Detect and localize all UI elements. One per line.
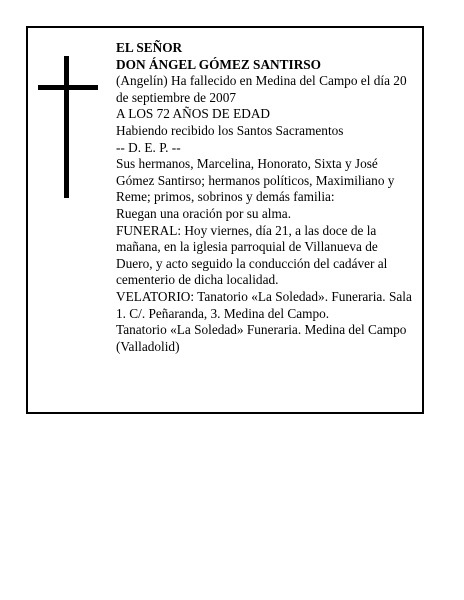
cross-vertical-bar	[64, 56, 69, 198]
tanatorio-paragraph: Tanatorio «La Soledad» Funeraria. Medina del Campo (Valladolid)	[116, 322, 407, 354]
dep-line: -- D. E. P. --	[116, 139, 181, 155]
header-title: EL SEÑOR	[116, 40, 183, 55]
obituary-notice	[26, 26, 424, 414]
funeral-paragraph: FUNERAL: Hoy viernes, día 21, a las doce de la mañana, en la iglesia parroquial de Villanueva de Duero, y acto seguido la conducción del cadáver al cementerio de dicha localidad.	[116, 222, 388, 288]
sacraments-line: Habiendo recibido los Santos Sacramentos	[116, 122, 344, 138]
prayer-request: Ruegan una oración por su alma.	[116, 205, 292, 221]
death-announcement: (Angelín) Ha fallecido en Medina del Campo el día 20 de septiembre de 2007	[116, 73, 407, 105]
age-line: A LOS 72 AÑOS DE EDAD	[116, 106, 271, 122]
notice-body	[116, 40, 416, 355]
velatorio-paragraph: VELATORIO: Tanatorio «La Soledad». Funeraria. Sala 1. C/. Peñaranda, 3. Medina del Campo.	[116, 288, 412, 321]
deceased-name: DON ÁNGEL GÓMEZ SANTIRSO	[116, 56, 322, 72]
family-paragraph: Sus hermanos, Marcelina, Honorato, Sixta y José Gómez Santirso; hermanos políticos, Maximiliano y Reme; primos, sobrinos y demás familia:	[116, 156, 395, 205]
cross-horizontal-bar	[38, 85, 98, 90]
latin-cross-icon	[38, 56, 98, 198]
